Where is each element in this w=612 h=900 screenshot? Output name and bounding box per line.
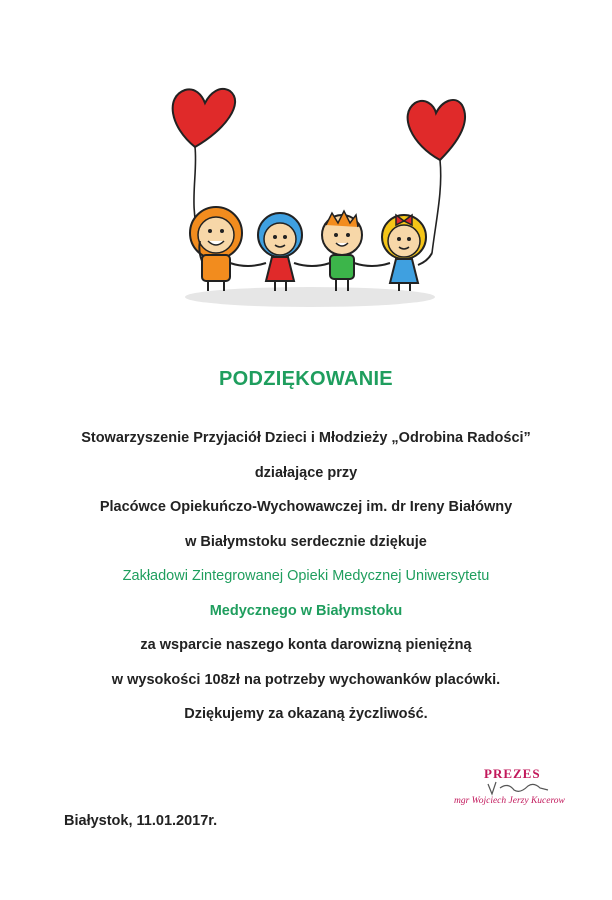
thank-you-letter-body	[0, 426, 612, 737]
body-line-amount: w wysokości 108zł na potrzeby wychowanków placówki.	[111, 671, 501, 688]
signature-scribble	[448, 778, 588, 798]
body-line-operating-at: działające przy	[254, 464, 358, 481]
body-line-association: Stowarzyszenie Przyjaciół Dzieci i Młodzieży „Odrobina Radości”	[81, 430, 531, 446]
body-line-gratitude: Dziękujemy za okazaną życzliwość.	[184, 706, 428, 722]
place-and-date: Białystok, 11.01.2017r.	[64, 813, 218, 829]
child-orange	[190, 207, 242, 291]
children-with-heart-balloons-illustration	[150, 75, 470, 315]
ground-shadow	[185, 287, 435, 307]
body-line-recipient-1: Zakładowi Zintegrowanej Opieki Medycznej Uniwersytetu	[122, 568, 490, 584]
body-line-thanks: w Białymstoku serdecznie dziękuje	[185, 533, 427, 550]
body-line-recipient-2: Medycznego w Białymstoku	[209, 602, 403, 619]
child-yellow-hair	[382, 215, 426, 291]
child-blue-hair	[258, 213, 302, 291]
body-line-institution: Placówce Opiekuńczo-Wychowawczej im. dr Ireny Białówny	[99, 499, 513, 515]
stamp-name: mgr Wojciech Jerzy Kucerow	[454, 796, 565, 806]
body-line-donation: za wsparcie naszego konta darowizną pieniężną	[140, 637, 472, 653]
document-title: PODZIĘKOWANIE	[219, 368, 393, 390]
president-stamp	[448, 760, 588, 820]
stamp-title: PREZES	[484, 766, 541, 781]
child-green-shirt	[322, 211, 362, 291]
